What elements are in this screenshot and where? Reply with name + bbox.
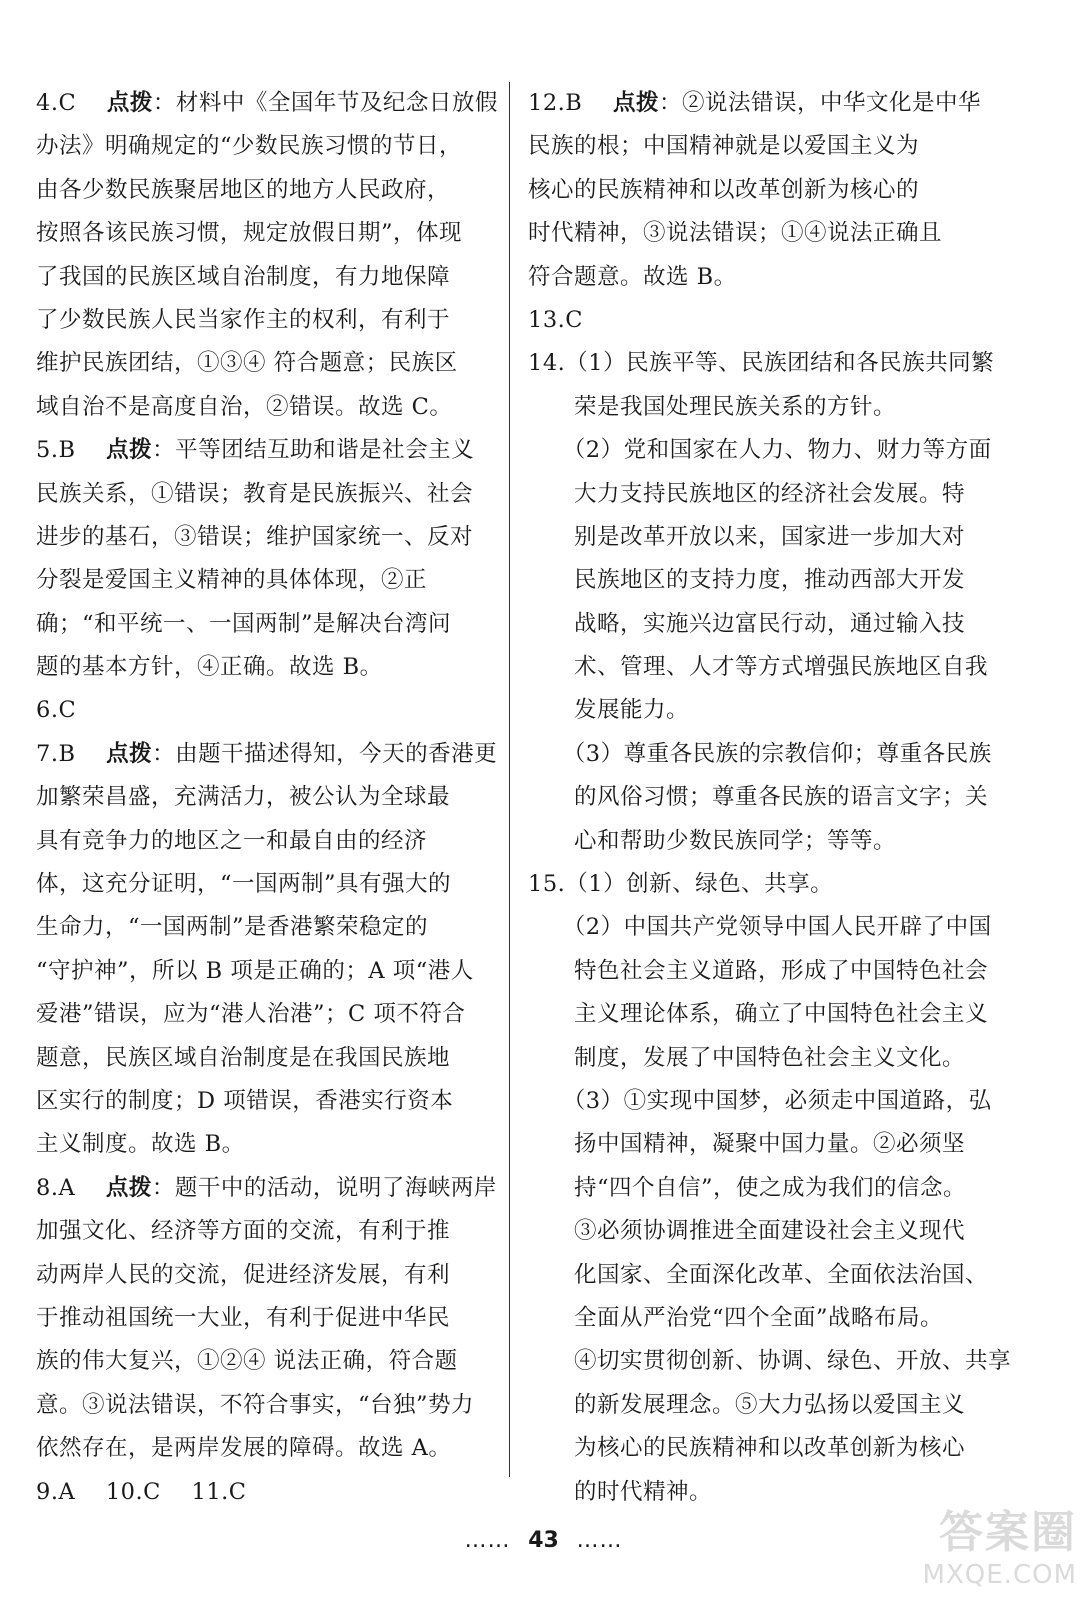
answer-line: 了少数民族人民当家作主的权利，有利于 — [36, 306, 451, 333]
answer-line: 具有竞争力的地区之一和最自由的经济 — [36, 827, 428, 854]
answer-line: 办法》明确规定的“少数民族习惯的节日， — [36, 133, 463, 160]
answer-line: 了我国的民族区域自治制度，有力地保障 — [36, 263, 451, 290]
answer-line: （3）尊重各民族的宗教信仰；尊重各民族 — [528, 740, 992, 767]
answer-line: 13.C — [528, 306, 583, 333]
hint-label: 点拨 — [105, 1174, 152, 1201]
answer-line: 化国家、全面深化改革、全面依法治国、 — [528, 1261, 989, 1288]
answer-line: 为核心的民族精神和以改革创新为核心 — [528, 1435, 966, 1462]
answer-line: 进步的基石，③错误；维护国家统一、反对 — [36, 523, 474, 550]
answer-line: 大力支持民族地区的经济社会发展。特 — [528, 480, 966, 507]
answer-line: 12.B 点拨：②说法错误，中华文化是中华 — [528, 90, 982, 116]
answer-line: 确；“和平统一、一国两制”是解决台湾问 — [36, 610, 452, 637]
answer-line: 持“四个自信”，使之成为我们的信念。 — [528, 1174, 967, 1201]
answer-line: 9.A 10.C 11.C — [36, 1478, 247, 1505]
answer-line: 4.C 点拨：材料中《全国年节及纪念日放假 — [36, 90, 498, 116]
answer-line: 扬中国精神，凝聚中国力量。②必须坚 — [528, 1131, 966, 1158]
answer-line: 心和帮助少数民族同学；等等。 — [528, 827, 897, 854]
hint-label: 点拨 — [106, 90, 153, 116]
answer-line: ③必须协调推进全面建设社会主义现代 — [528, 1218, 966, 1245]
answer-line: 域自治不是高度自治，②错误。故选 C。 — [36, 393, 453, 420]
answer-line: 加强文化、经济等方面的交流，有利于推 — [36, 1218, 451, 1245]
answer-line: 15.（1）创新、绿色、共享。 — [528, 871, 834, 898]
answer-line: 5.B 点拨：平等团结互助和谐是社会主义 — [36, 437, 475, 464]
answer-line: 战略，实施兴边富民行动，通过输入技 — [528, 610, 966, 637]
answer-line: 别是改革开放以来，国家进一步加大对 — [528, 523, 966, 550]
watermark-logo — [923, 1496, 1077, 1590]
answer-line: 特色社会主义道路，形成了中国特色社会 — [528, 957, 989, 984]
page-number: 43 — [528, 1528, 559, 1553]
answer-line: 由各少数民族聚居地区的地方人民政府， — [36, 176, 451, 203]
answer-line: 荣是我国处理民族关系的方针。 — [528, 393, 897, 420]
hint-label: 点拨 — [106, 437, 153, 464]
answer-line: 的风俗习惯；尊重各民族的语言文字；关 — [528, 784, 989, 811]
answer-line: 区实行的制度；D 项错误，香港实行资本 — [36, 1087, 454, 1114]
watermark-en: MXQE.COM — [922, 1560, 1077, 1590]
hint-label: 点拨 — [106, 740, 153, 767]
answer-line: 核心的民族精神和以改革创新为核心的 — [528, 176, 920, 203]
hint-label: 点拨 — [612, 90, 659, 116]
footer-dots-left: …… — [464, 1528, 511, 1553]
answer-line: 14.（1）民族平等、民族团结和各民族共同繁 — [528, 350, 995, 377]
answer-line: 6.C — [36, 697, 77, 724]
answer-line: 分裂是爱国主义精神的具体体现，②正 — [36, 567, 428, 594]
answer-line: 加繁荣昌盛，充满活力，被公认为全球最 — [36, 784, 451, 811]
answer-line: 术、管理、人才等方式增强民族地区自我 — [528, 654, 989, 681]
answer-line: 维护民族团结，①③④ 符合题意；民族区 — [36, 350, 458, 377]
answer-line: （2）党和国家在人力、物力、财力等方面 — [528, 437, 992, 464]
answer-line: 体，这充分证明，“一国两制”具有强大的 — [36, 871, 452, 898]
answer-line: 全面从严治党“四个全面”战略布局。 — [528, 1304, 944, 1331]
answer-line: 的时代精神。 — [528, 1478, 713, 1505]
answer-line: 动两岸人民的交流，促进经济发展，有利 — [36, 1261, 451, 1288]
answer-line: 生命力，“一国两制”是香港繁荣稳定的 — [36, 914, 429, 941]
answer-line: ④切实贯彻创新、协调、绿色、开放、共享 — [528, 1348, 1012, 1375]
watermark-cn: 答案圈 — [939, 1507, 1077, 1558]
answer-line: 依然存在，是两岸发展的障碍。故选 A。 — [36, 1435, 452, 1462]
answer-line: 按照各该民族习惯，规定放假日期”，体现 — [36, 220, 463, 247]
answer-line: 8.A 点拨：题干中的活动，说明了海峡两岸 — [36, 1174, 497, 1201]
answer-line: 符合题意。故选 B。 — [528, 263, 737, 290]
answer-column-left — [36, 82, 498, 1514]
answer-line: 爱港”错误，应为“港人治港”；C 项不符合 — [36, 1001, 466, 1028]
column-divider — [509, 82, 510, 1477]
answer-line: （3）①实现中国梦，必须走中国道路，弘 — [528, 1087, 992, 1114]
answer-line: “守护神”，所以 B 项是正确的；A 项“港人 — [36, 957, 474, 984]
answer-line: 制度，发展了中国特色社会主义文化。 — [528, 1044, 966, 1071]
answer-line: 民族地区的支持力度，推动西部大开发 — [528, 567, 966, 594]
answer-line: 主义制度。故选 B。 — [36, 1131, 245, 1158]
answer-line: 族的伟大复兴，①②④ 说法正确，符合题 — [36, 1348, 458, 1375]
answer-line: 主义理论体系，确立了中国特色社会主义 — [528, 1001, 989, 1028]
answer-line: 民族的根；中国精神就是以爱国主义为 — [528, 133, 920, 160]
answer-line: 民族关系，①错误；教育是民族振兴、社会 — [36, 480, 474, 507]
answer-line: 意。③说法错误，不符合事实，“台独”势力 — [36, 1391, 475, 1418]
answer-column-right — [528, 82, 1012, 1514]
footer-dots-right: …… — [576, 1528, 623, 1553]
answer-line: 发展能力。 — [528, 697, 690, 724]
answer-line: 于推动祖国统一大业，有利于促进中华民 — [36, 1304, 451, 1331]
answer-line: 7.B 点拨：由题干描述得知，今天的香港更 — [36, 740, 498, 767]
answer-line: 题的基本方针，④正确。故选 B。 — [36, 654, 383, 681]
answer-line: （2）中国共产党领导中国人民开辟了中国 — [528, 914, 992, 941]
answer-line: 题意，民族区域自治制度是在我国民族地 — [36, 1044, 451, 1071]
answer-line: 的新发展理念。⑤大力弘扬以爱国主义 — [528, 1391, 966, 1418]
answer-line: 时代精神，③说法错误；①④说法正确且 — [528, 220, 943, 247]
